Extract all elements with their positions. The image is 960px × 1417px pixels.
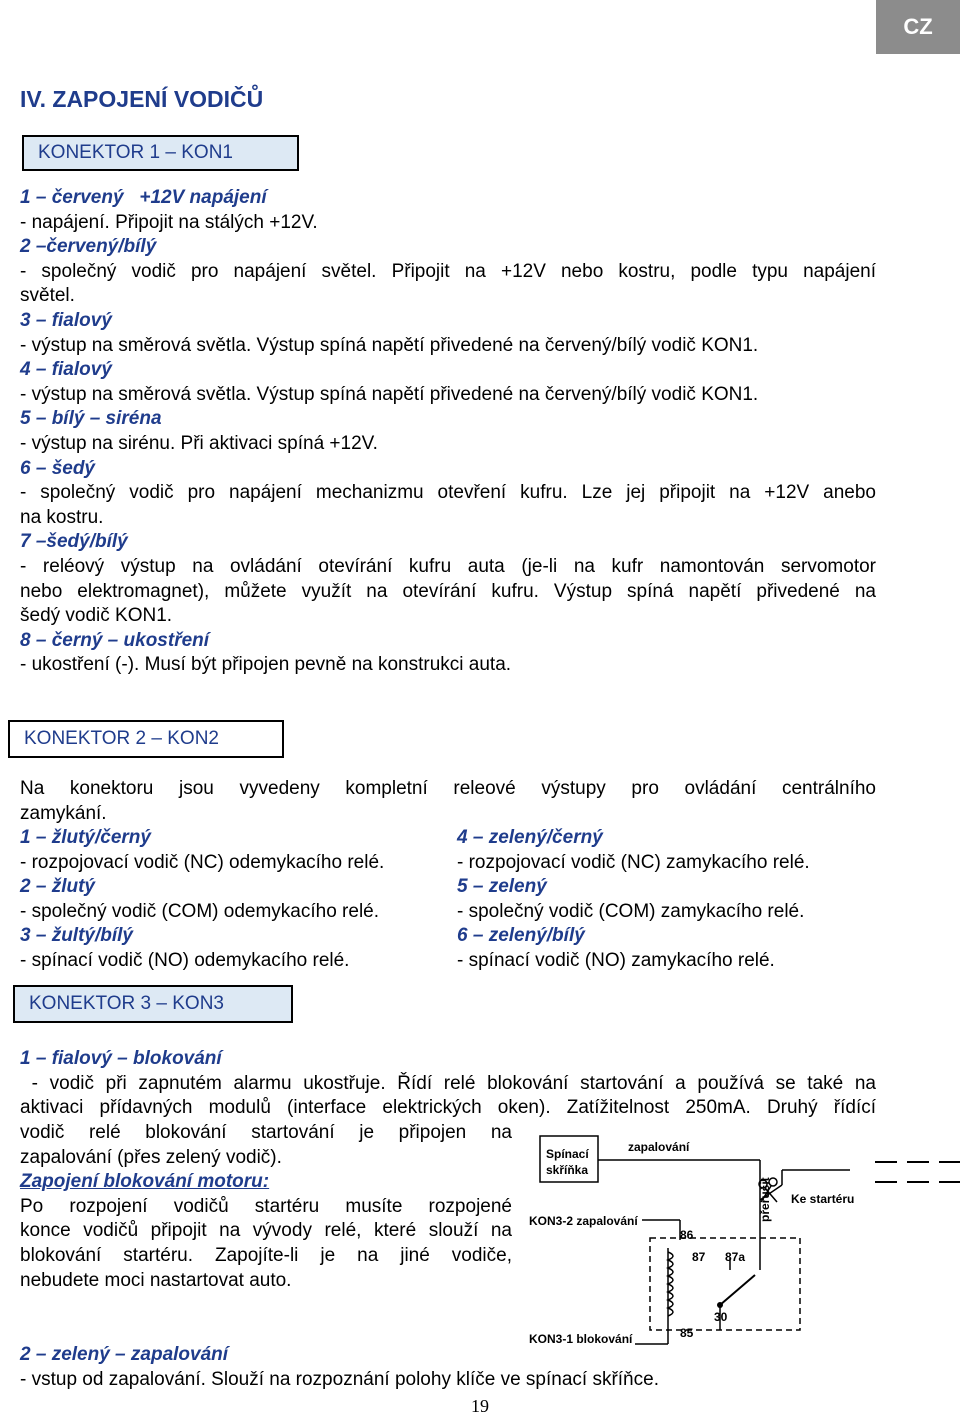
- switch-box-label: Spínací skříňka: [546, 1147, 589, 1177]
- kon1-section: [20, 186, 876, 678]
- kon2-intro-line: Na konektoru jsou vyvedeny kompletní releové výstupy pro ovládání centrálního: [20, 778, 876, 799]
- kon2-item-3-text: - spínací vodič (NO) odemykacího relé.: [20, 949, 350, 971]
- kon1-item-2-text: - společný vodič pro napájení světel. Připojit na +12V nebo kostru, podle typu napájení: [20, 260, 876, 282]
- kon1-item-7-head: 7 –šedý/bílý: [20, 531, 128, 553]
- kon1-item-8-text: - ukostření (-). Musí být připojen pevně na konstrukci auta.: [20, 654, 512, 676]
- kon1-item-8-head: 8 – černý – ukostření: [20, 629, 210, 651]
- kon1-item-7-text: nebo elektromagnet), můžete využít na otevírání kufru. Výstup spíná napětí přivedené na: [20, 580, 876, 602]
- kon2-item-3-head: 3 – žultý/bílý: [20, 925, 133, 947]
- kon2-item-4-text: - rozpojovací vodič (NC) zamykacího relé.: [457, 851, 810, 873]
- kon3-heading: KONEKTOR 3 – KON3: [29, 993, 224, 1014]
- kon3-1-label: KON3-1 blokování: [529, 1332, 633, 1346]
- ignition-label: zapalování: [628, 1140, 690, 1154]
- kon1-item-7-text: šedý vodič KON1.: [20, 605, 173, 627]
- kon1-item-6-head: 6 – šedý: [20, 457, 95, 479]
- kon1-heading-box: [22, 135, 299, 171]
- kon3-item-2-text: - vstup od zapalování. Slouží na rozpoznání polohy klíče ve spínací skříňce.: [20, 1368, 659, 1390]
- motor-block-text: Po rozpojení vodičů startéru musíte rozpojené: [20, 1195, 512, 1217]
- kon1-item-3-text: - výstup na směrová světla. Výstup spíná napětí přivedené na červený/bílý vodič KON1.: [20, 334, 759, 356]
- kon2-intro-line: zamykání.: [20, 802, 107, 824]
- kon2-item-5-head: 5 – zelený: [457, 876, 547, 898]
- kon1-item-5-text: - výstup na sirénu. Při aktivaci spíná +12V.: [20, 432, 378, 454]
- pin-87a-label: 87a: [725, 1250, 746, 1264]
- kon3-item-1-text: aktivaci přídavných modulů (interface elektrických oken). Zatížitelnost 250mA. Druhý řídící: [20, 1097, 876, 1119]
- motor-block-text: blokování startéru. Zapojíte-li je na jiné vodiče,: [20, 1244, 512, 1266]
- kon3-item-1-text: zapalování (přes zelený vodič).: [20, 1146, 282, 1168]
- kon3-item-1-text: - vodič při zapnutém alarmu ukostřuje. Řídí relé blokování startování a používá se také na: [20, 1072, 876, 1094]
- kon3-item-1-head: 1 – fialový – blokování: [20, 1048, 222, 1069]
- kon2-heading: KONEKTOR 2 – KON2: [24, 728, 219, 749]
- kon2-left-column: [20, 826, 450, 974]
- pin-30-label: 30: [714, 1310, 728, 1324]
- kon1-heading: KONEKTOR 1 – KON1: [38, 142, 233, 163]
- kon2-item-2-text: - společný vodič (COM) odemykacího relé.: [20, 900, 380, 922]
- kon1-item-1-text: - napájení. Připojit na stálých +12V.: [20, 211, 318, 233]
- kon3-narrow-text: [20, 1121, 512, 1293]
- kon2-item-1-head: 1 – žlutý/černý: [20, 827, 151, 848]
- kon2-item-2-head: 2 – žlutý: [20, 876, 95, 898]
- motor-block-text: konce vodičů připojit na vývody relé, které slouží na: [20, 1220, 512, 1242]
- to-starter-label: Ke startéru: [791, 1192, 855, 1206]
- relay-switch-arm: [720, 1275, 755, 1305]
- kon3-item-1: [20, 1047, 876, 1121]
- kon1-item-6-text: na kostru.: [20, 506, 104, 528]
- kon1-item-7-text: - reléový výstup na ovládání otevírání kufru auta (je-li na kufr namontován servomotor: [20, 555, 876, 577]
- kon3-heading-box: [13, 985, 293, 1023]
- kon3-item-2: [20, 1343, 876, 1392]
- kon1-item-4-head: 4 – fialový: [20, 359, 112, 381]
- relay-wiring-diagram: [520, 1130, 960, 1350]
- pin-85-label: 85: [680, 1326, 694, 1340]
- pin-86-label: 86: [680, 1228, 694, 1242]
- motor-block-text: nebudete moci nastartovat auto.: [20, 1269, 292, 1291]
- kon1-item-6-text: - společný vodič pro napájení mechanizmu otevření kufru. Lze jej připojit na +12V anebo: [20, 482, 876, 504]
- kon1-item-3-head: 3 – fialový: [20, 309, 112, 331]
- kon1-item-5-head: 5 – bílý – siréna: [20, 408, 162, 430]
- kon2-intro: [20, 777, 876, 826]
- page-number: 19: [471, 1396, 489, 1416]
- kon3-item-1-text: vodič relé blokování startování je připojen na: [20, 1122, 512, 1143]
- relay-coil: [668, 1248, 673, 1320]
- page-title: IV. ZAPOJENÍ VODIČŮ: [20, 86, 264, 112]
- kon2-item-5-text: - společný vodič (COM) zamykacího relé.: [457, 900, 805, 922]
- language-badge: CZ: [876, 0, 960, 54]
- kon2-item-6-head: 6 – zelený/bílý: [457, 925, 585, 947]
- kon2-item-6-text: - spínací vodič (NO) zamykacího relé.: [457, 949, 775, 971]
- motor-block-heading: Zapojení blokování motoru:: [20, 1171, 270, 1193]
- pin-87-label: 87: [692, 1250, 706, 1264]
- kon3-item-2-head: 2 – zelený – zapalování: [20, 1344, 229, 1365]
- cut-label: přerušit: [758, 1177, 772, 1222]
- kon2-heading-box: [8, 720, 284, 758]
- kon2-item-1-text: - rozpojovací vodič (NC) odemykacího relé.: [20, 851, 385, 873]
- kon3-2-label: KON3-2 zapalování: [529, 1214, 638, 1228]
- kon2-right-column: [457, 826, 877, 974]
- kon1-item-2-head: 2 –červený/bílý: [20, 236, 157, 258]
- kon1-item-4-text: - výstup na směrová světla. Výstup spíná napětí přivedené na červený/bílý vodič KON1.: [20, 383, 759, 405]
- kon1-item-1-head: 1 – červený +12V napájení: [20, 187, 267, 208]
- kon1-item-2-text: světel.: [20, 285, 75, 307]
- kon2-item-4-head: 4 – zelený/černý: [457, 827, 603, 848]
